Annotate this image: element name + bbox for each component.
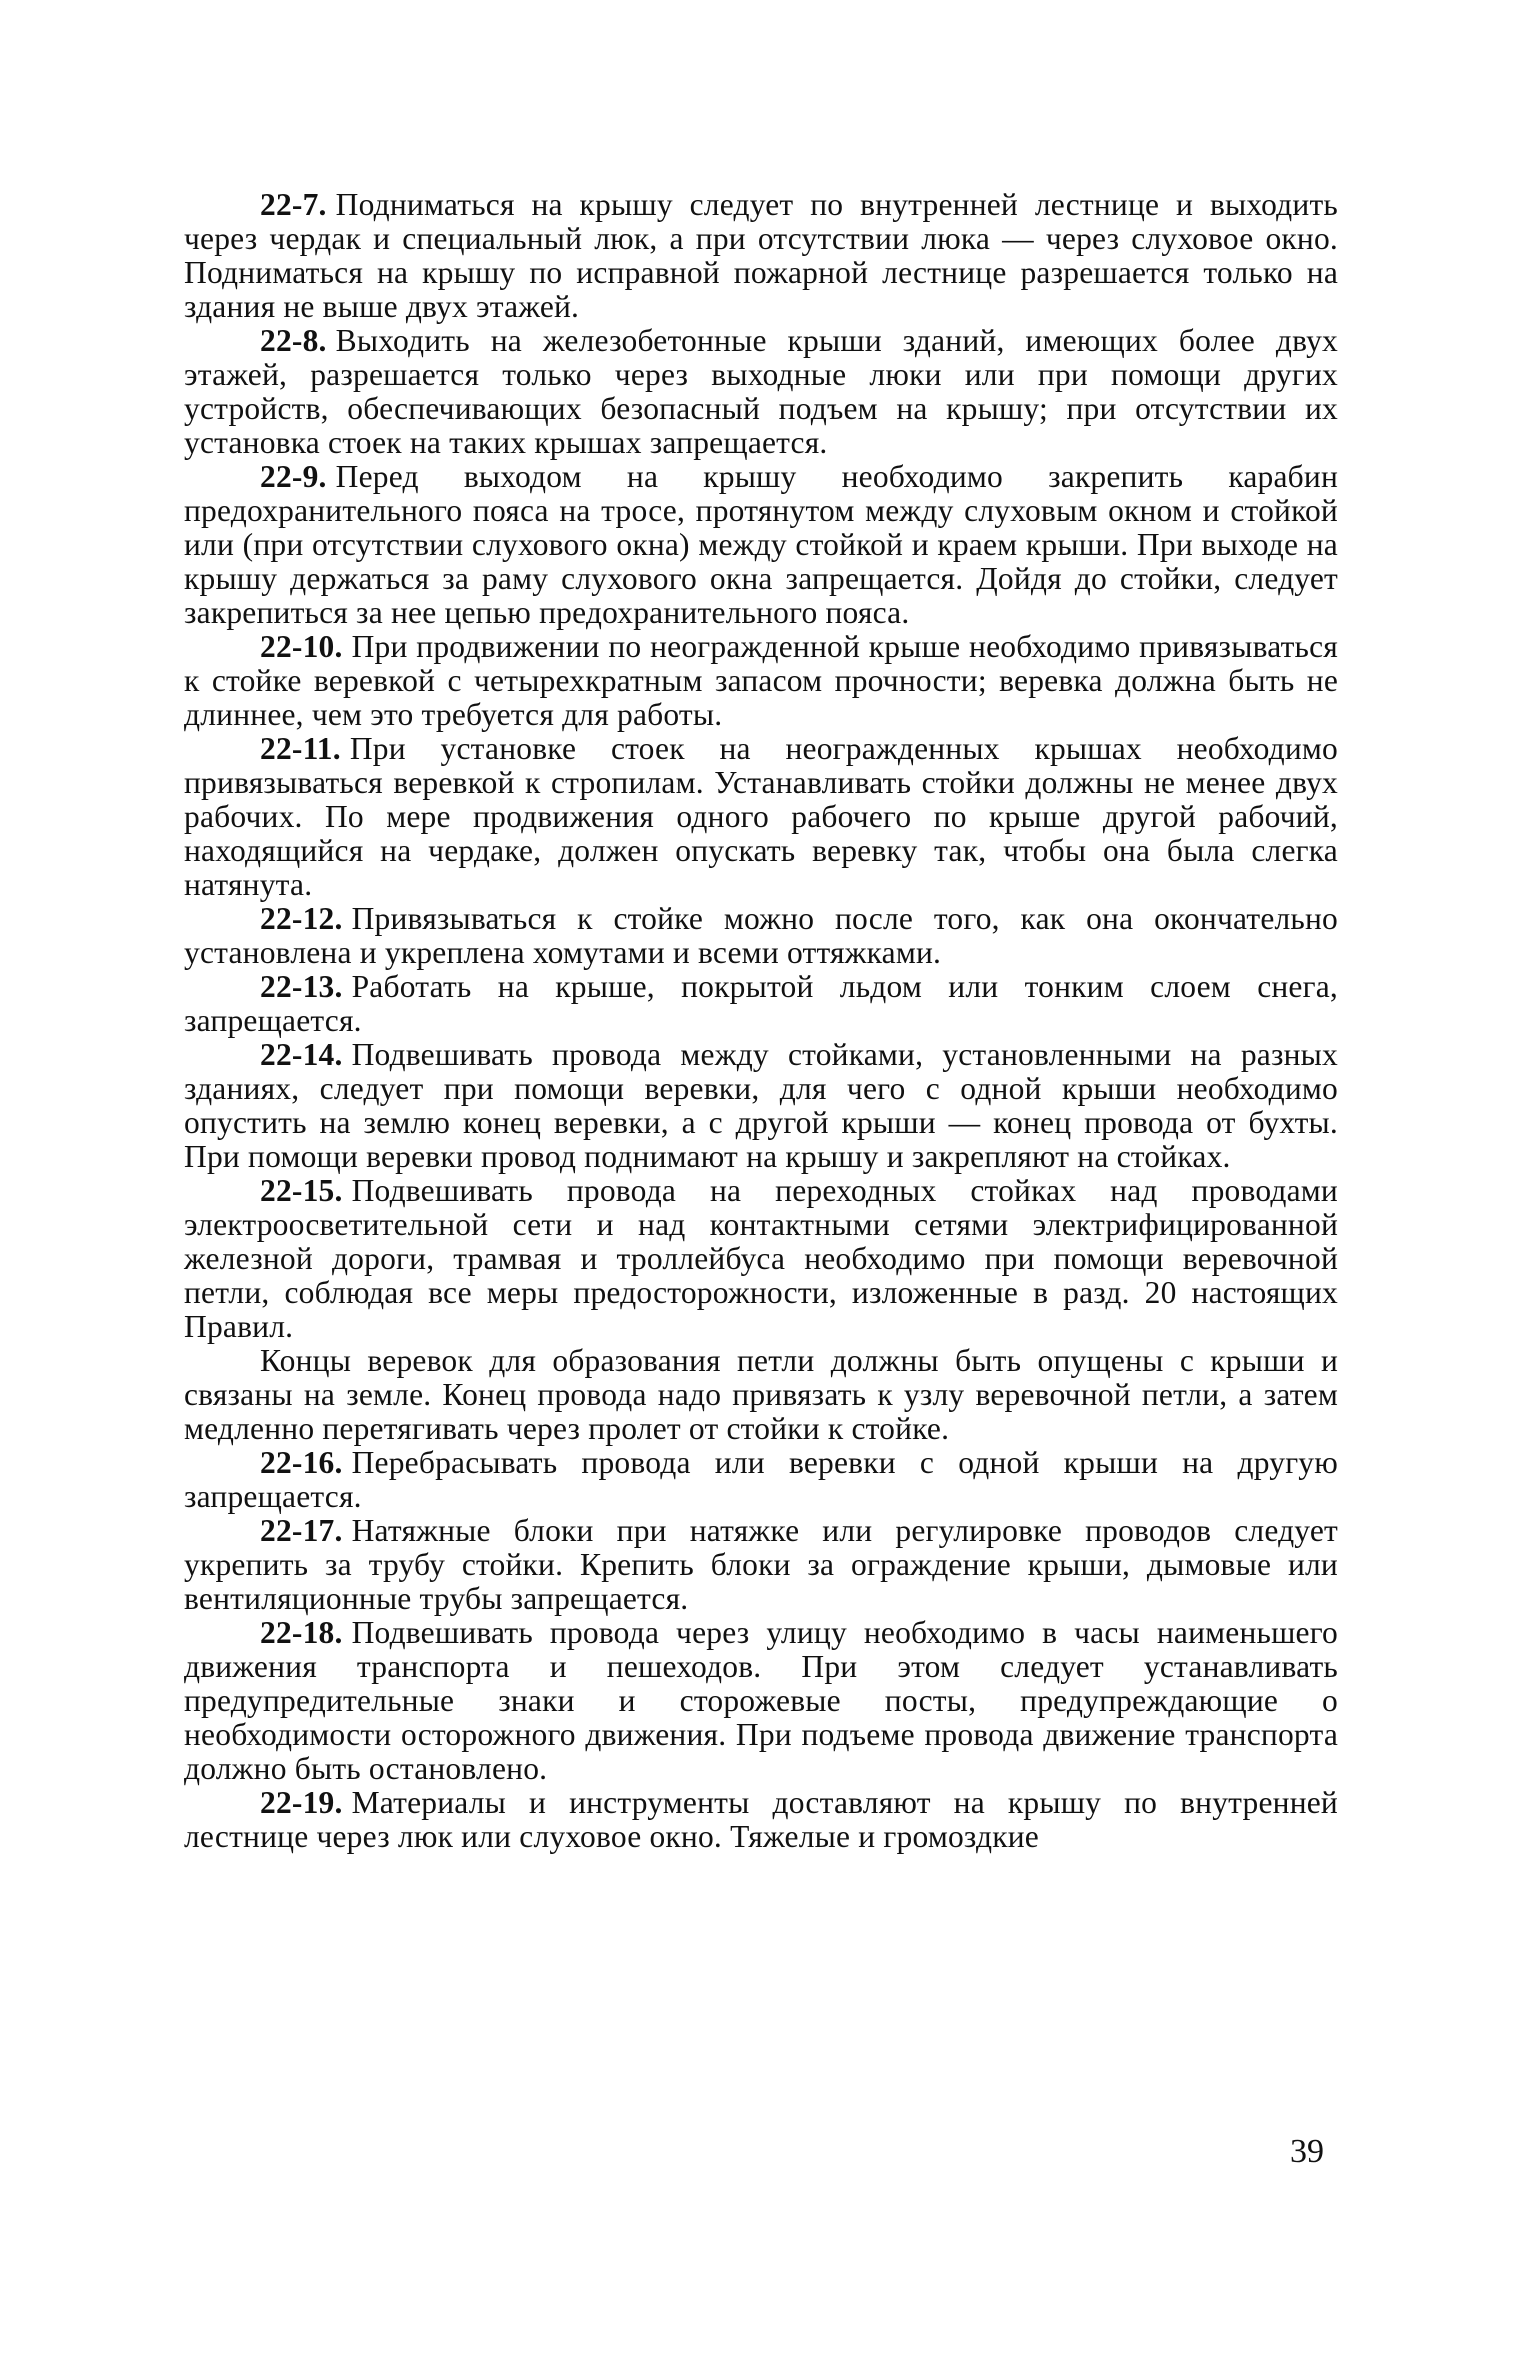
- clause-text: При продвижении по неогражденной крыше необходимо привязываться к стойке веревкой с четырехкратным запасом прочности; веревка должна быть не длиннее, чем это требуется для работы.: [184, 629, 1338, 732]
- paragraph-22-14: [184, 1038, 1338, 1174]
- clause-text: Перебрасывать провода или веревки с одной крыши на другую запрещается.: [184, 1445, 1338, 1514]
- clause-text: Работать на крыше, покрытой льдом или тонким слоем снега, запрещается.: [184, 969, 1338, 1038]
- clause-text: Подниматься на крышу следует по внутренней лестнице и выходить через чердак и специальный люк, а при отсутствии люка — через слуховое окно. Подниматься на крышу по исправной пожарной лестнице разрешается только на здания не выше двух этажей.: [184, 187, 1338, 324]
- paragraph-22-19: [184, 1786, 1338, 1854]
- paragraph-22-16: [184, 1446, 1338, 1514]
- clause-number: 22-18.: [260, 1615, 343, 1650]
- page-body: [184, 188, 1338, 1854]
- clause-number: 22-16.: [260, 1445, 343, 1480]
- clause-text: Перед выходом на крышу необходимо закрепить карабин предохранительного пояса на тросе, протянутом между слуховым окном и стойкой или (при отсутствии слухового окна) между стойкой и краем крыши. При выходе на крышу держаться за раму слухового окна запрещается. Дойдя до стойки, следует закрепиться за нее цепью предохранительного пояса.: [184, 459, 1338, 630]
- clause-number: 22-8.: [260, 323, 327, 358]
- paragraph-22-15-continued: [184, 1344, 1338, 1446]
- clause-text: Материалы и инструменты доставляют на крышу по внутренней лестнице через люк или слуховое окно. Тяжелые и громоздкие: [184, 1785, 1338, 1854]
- paragraph-22-7: [184, 188, 1338, 324]
- paragraph-22-17: [184, 1514, 1338, 1616]
- page-number: 39: [1290, 2133, 1324, 2170]
- clause-number: 22-7.: [260, 187, 327, 222]
- clause-number: 22-9.: [260, 459, 327, 494]
- paragraph-22-12: [184, 902, 1338, 970]
- paragraph-22-10: [184, 630, 1338, 732]
- clause-number: 22-13.: [260, 969, 343, 1004]
- clause-number: 22-10.: [260, 629, 343, 664]
- paragraph-22-8: [184, 324, 1338, 460]
- clause-text: Подвешивать провода между стойками, установленными на разных зданиях, следует при помощи веревки, для чего с одной крыши необходимо опустить на землю конец веревки, а с другой крыши — конец провода от бухты. При помощи веревки провод поднимают на крышу и закрепляют на стойках.: [184, 1037, 1338, 1174]
- clause-number: 22-14.: [260, 1037, 343, 1072]
- clause-number: 22-17.: [260, 1513, 343, 1548]
- paragraph-22-18: [184, 1616, 1338, 1786]
- paragraph-22-9: [184, 460, 1338, 630]
- clause-text: Выходить на железобетонные крыши зданий, имеющих более двух этажей, разрешается только через выходные люки или при помощи других устройств, обеспечивающих безопасный подъем на крышу; при отсутствии их установка стоек на таких крышах запрещается.: [184, 323, 1338, 460]
- clause-text: При установке стоек на неогражденных крышах необходимо привязываться веревкой к стропилам. Устанавливать стойки должны не менее двух рабочих. По мере продвижения одного рабочего по крыше другой рабочий, находящийся на чердаке, должен опускать веревку так, чтобы она была слегка натянута.: [184, 731, 1338, 902]
- clause-text: Концы веревок для образования петли должны быть опущены с крыши и связаны на земле. Конец провода надо привязать к узлу веревочной петли, а затем медленно перетягивать через пролет от стойки к стойке.: [184, 1343, 1338, 1446]
- clause-number: 22-11.: [260, 731, 341, 766]
- clause-number: 22-15.: [260, 1173, 343, 1208]
- clause-number: 22-19.: [260, 1785, 343, 1820]
- clause-number: 22-12.: [260, 901, 343, 936]
- paragraph-22-13: [184, 970, 1338, 1038]
- clause-text: Привязываться к стойке можно после того, как она окончательно установлена и укреплена хомутами и всеми оттяжками.: [184, 901, 1338, 970]
- paragraph-22-11: [184, 732, 1338, 902]
- paragraph-22-15: [184, 1174, 1338, 1344]
- clause-text: Подвешивать провода на переходных стойках над проводами электроосветительной сети и над контактными сетями электрифицированной железной дороги, трамвая и троллейбуса необходимо при помощи веревочной петли, соблюдая все меры предосторожности, изложенные в разд. 20 настоящих Правил.: [184, 1173, 1338, 1344]
- clause-text: Подвешивать провода через улицу необходимо в часы наименьшего движения транспорта и пешеходов. При этом следует устанавливать предупредительные знаки и сторожевые посты, предупреждающие о необходимости осторожного движения. При подъеме провода движение транспорта должно быть остановлено.: [184, 1615, 1338, 1786]
- clause-text: Натяжные блоки при натяжке или регулировке проводов следует укрепить за трубу стойки. Крепить блоки за ограждение крыши, дымовые или вентиляционные трубы запрещается.: [184, 1513, 1338, 1616]
